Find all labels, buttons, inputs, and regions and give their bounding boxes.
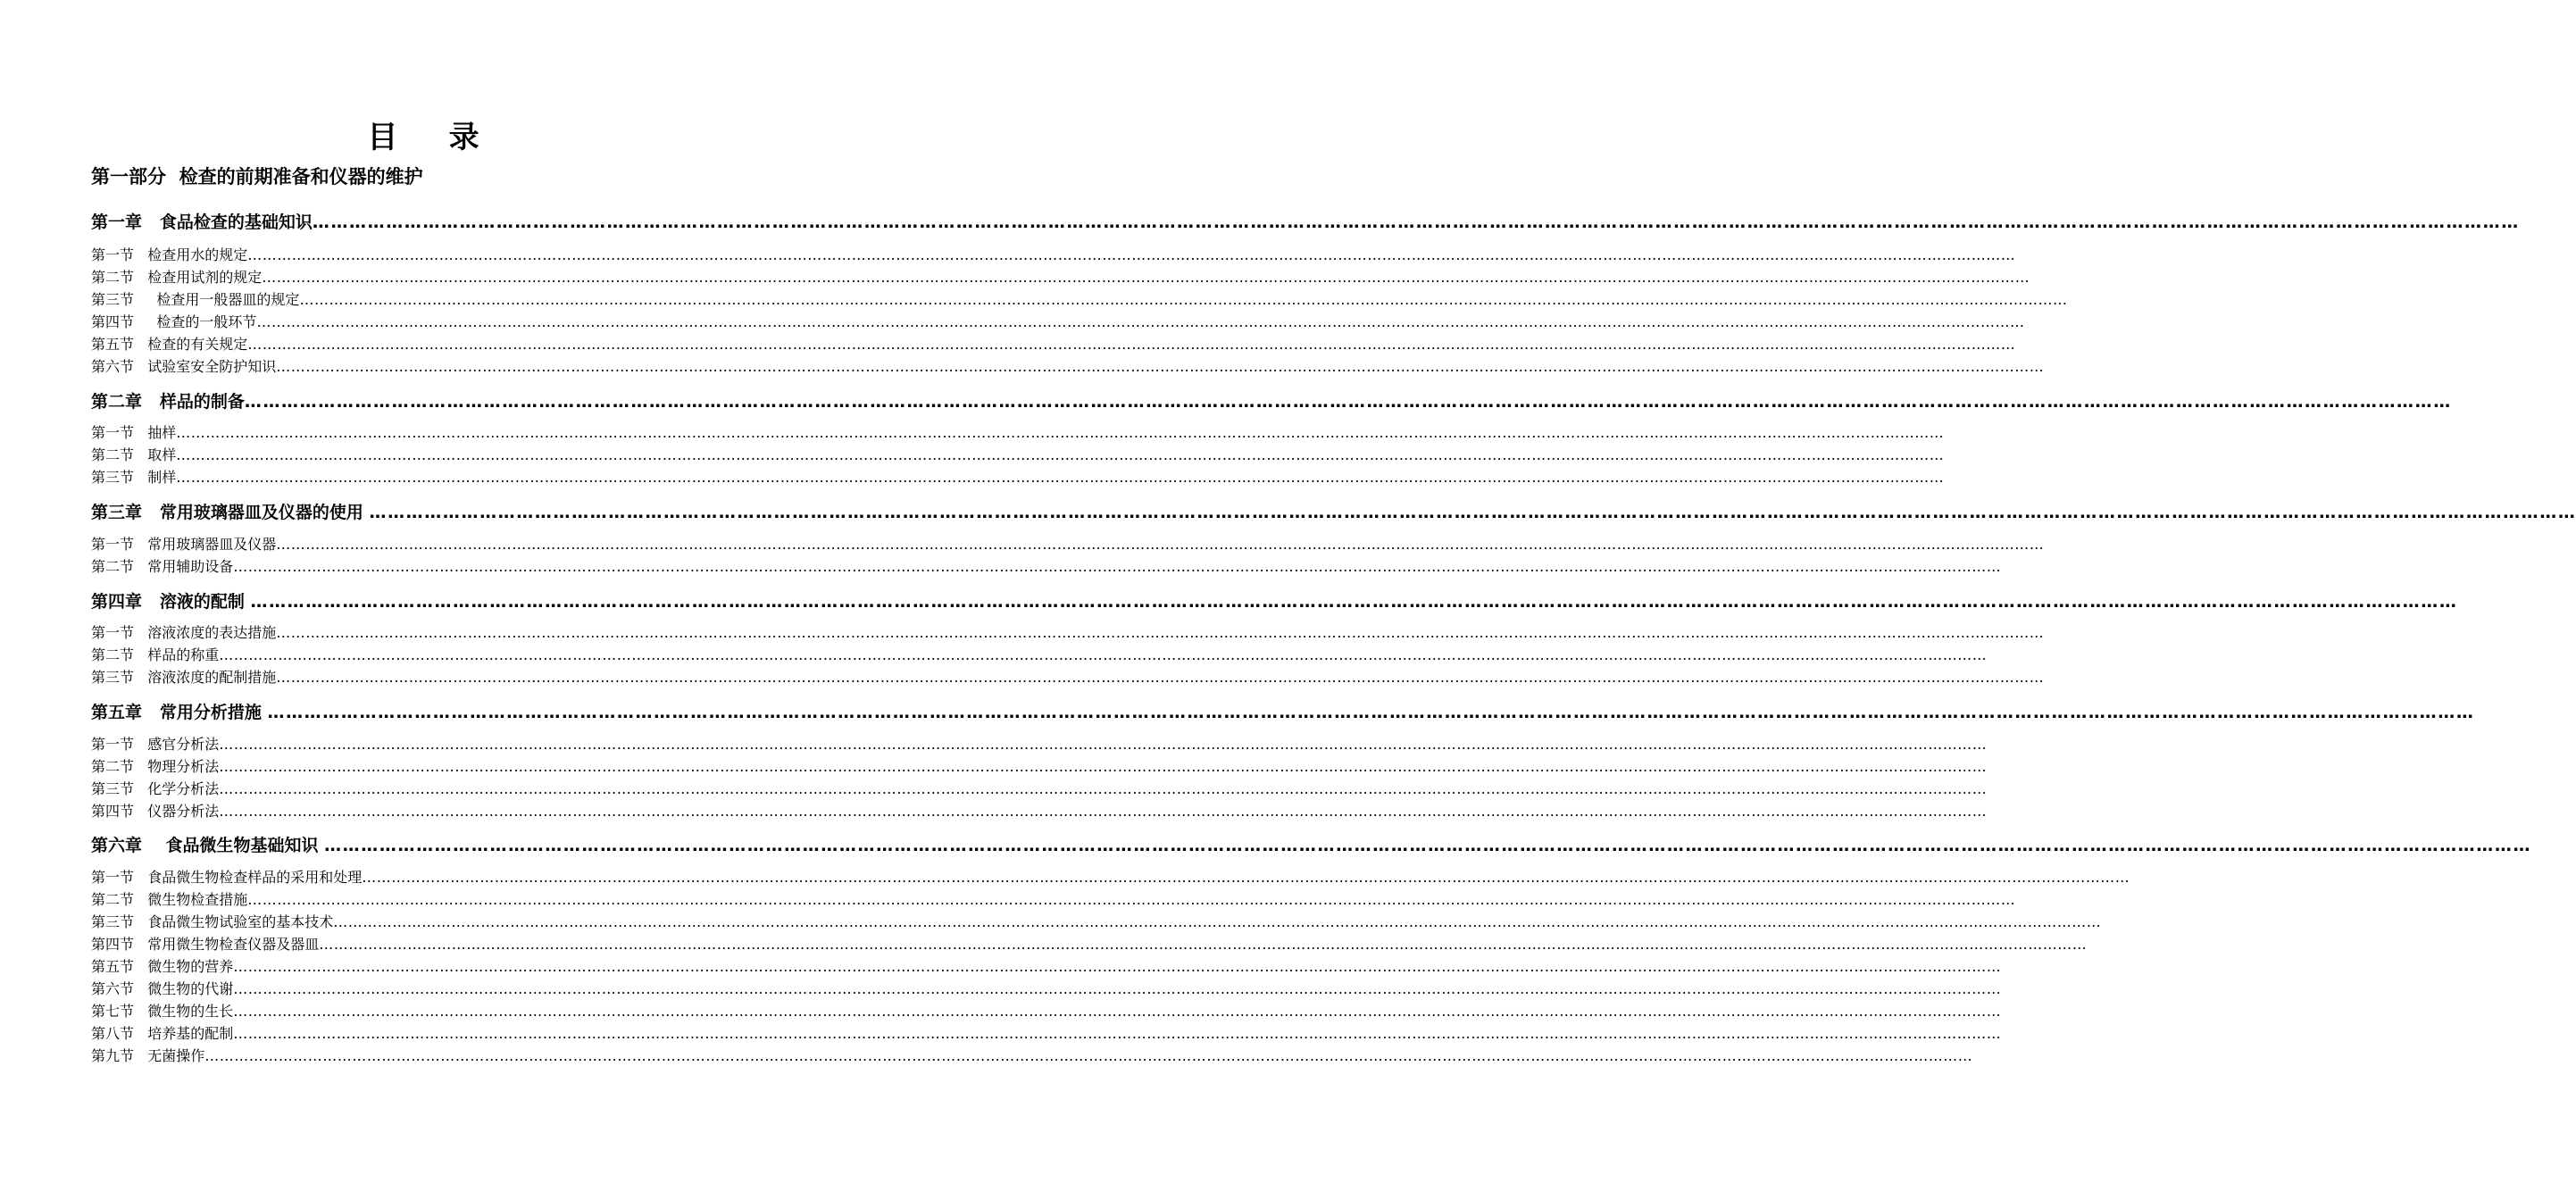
toc-section-entry: [91, 467, 1945, 488]
toc-entry-label: 第七节 微生物的生长: [91, 1003, 234, 1020]
toc-section-entry: [91, 267, 2030, 288]
toc-section-entry: [91, 934, 2088, 955]
toc-entry-label: 第三章 常用玻璃器皿及仪器的使用: [91, 503, 370, 522]
toc-entry-label: 第六章 食品微生物基础知识: [91, 836, 325, 855]
dot-leader: ………………………………………………………………………………………………………………………………………………………………………………………………………………………………………………………………………………………………………………………………: [176, 424, 1945, 441]
toc-entry-label: 第三节 化学分析法: [91, 780, 220, 797]
toc-entry-label: 第三节 食品微生物试验室的基本技术: [91, 913, 334, 930]
toc-section-entry: [91, 289, 2068, 311]
toc-chapter-entry: [91, 700, 2475, 725]
toc-section-entry: [91, 534, 2045, 555]
toc-entry-label: 第二节 取样: [91, 446, 177, 463]
toc-section-entry: [91, 867, 2130, 888]
dot-leader: ………………………………………………………………………………………………………………………………………………………………………………………………………………………………………………………………………………………………………………………………: [319, 936, 2088, 953]
dot-leader: ………………………………………………………………………………………………………………………………………………………………………………………………………………………………………………………………………………………………………………………………: [233, 980, 2002, 997]
toc-entry-label: 第一节 食品微生物检查样品的采用和处理: [91, 869, 363, 886]
dot-leader: ………………………………………………………………………………………………………………………………………………………………………………………………………………………………………………………………………………………………………………………………: [219, 736, 1988, 753]
toc-entry-label: 第六节 试验室安全防护知识: [91, 358, 277, 375]
toc-section-entry: [91, 889, 2016, 911]
dot-leader: ………………………………………………………………………………………………………………………………………………………………………………………………………………………………………………………………………………………………………………………………: [219, 803, 1988, 820]
dot-leader: ………………………………………………………………………………………………………………………………………………………………………………………………………………………………………………………………………………………………………………………………: [176, 469, 1945, 486]
dot-leader: ………………………………………………………………………………………………………………………………………………………………………………………………………………………………………………………………………………………………………………………………: [233, 958, 2002, 975]
toc-section-entry: [91, 312, 2025, 333]
toc-section-entry: [91, 1023, 2002, 1045]
toc-section-entry: [91, 245, 2016, 266]
toc-entry-label: 第一章 食品检查的基础知识: [91, 212, 313, 232]
dot-leader: ………………………………………………………………………………………………………………………………………………………………………………………………………………………………………………………………………………………………………………………………: [333, 913, 2102, 930]
dot-leader: ………………………………………………………………………………………………………………………………………………………………………………………………………………………………………………………………………………………………………………………………: [219, 780, 1988, 797]
toc-entry-label: 第二章 样品的制备: [91, 392, 245, 412]
toc-section-entry: [91, 356, 2045, 378]
toc-chapter-entry: [91, 500, 2576, 525]
toc-entry-label: 第四节 检查的一般环节: [91, 313, 257, 330]
toc-entry-label: 第二节 检查用试剂的规定: [91, 269, 263, 286]
toc-entry-label: 第一节 常用玻璃器皿及仪器: [91, 536, 277, 553]
toc-chapter-entry: [91, 210, 2520, 235]
toc-section-entry: [91, 556, 2002, 578]
toc-entry-label: 第六节 微生物的代谢: [91, 980, 234, 997]
toc-section-entry: [91, 801, 1988, 822]
dot-leader: ………………………………………………………………………………………………………………………………………………………………………………………………………………………………………………………………………………………………………………………………: [362, 869, 2130, 886]
dot-leader: ………………………………………………………………………………………………………………………………………………………………………………………………………………………………………………………………………………………………………………………………: [276, 624, 2045, 641]
toc-entry-label: 第一节 感官分析法: [91, 736, 220, 753]
toc-chapter-entry: [91, 389, 2452, 414]
toc-section-entry: [91, 1001, 2002, 1022]
dot-leader: ………………………………………………………………………………………………………………………………………………………………………………………………………………………………………………………………………………………………………………………………: [256, 313, 2025, 330]
toc-section-entry: [91, 645, 1988, 666]
toc-entry-label: 第三节 检查用一般器皿的规定: [91, 291, 300, 308]
dot-leader: ………………………………………………………………………………………………………………………………………………………………………………………………………………………………………………………………………………………………………………………………: [276, 358, 2045, 375]
dot-leader: ………………………………………………………………………………………………………………………………………………………………………………………………………………………………………………………………………………………………………………………………: [250, 592, 2458, 612]
dot-leader: ………………………………………………………………………………………………………………………………………………………………………………………………………………………………………………………………………………………………………………………………: [276, 536, 2045, 553]
toc-entry-label: 第二节 常用辅助设备: [91, 558, 234, 575]
toc-section-entry: [91, 622, 2045, 644]
toc-entry-label: 第二节 物理分析法: [91, 758, 220, 775]
toc-section-entry: [91, 667, 2045, 688]
toc-section-entry: [91, 334, 2016, 355]
toc-entry-label: 第三节 制样: [91, 469, 177, 486]
dot-leader: ………………………………………………………………………………………………………………………………………………………………………………………………………………………………………………………………………………………………………………………………: [233, 558, 2002, 575]
toc-entry-label: 第五节 微生物的营养: [91, 958, 234, 975]
dot-leader: ………………………………………………………………………………………………………………………………………………………………………………………………………………………………………………………………………………………………………………………………: [219, 758, 1988, 775]
dot-leader: ………………………………………………………………………………………………………………………………………………………………………………………………………………………………………………………………………………………………………………………………: [247, 336, 2016, 353]
dot-leader: ………………………………………………………………………………………………………………………………………………………………………………………………………………………………………………………………………………………………………………………………: [233, 1025, 2002, 1042]
toc-entry-label: 第二节 微生物检查措施: [91, 891, 248, 908]
dot-leader: ………………………………………………………………………………………………………………………………………………………………………………………………………………………………………………………………………………………………………………………………: [204, 1047, 1973, 1064]
toc-section-entry: [91, 956, 2002, 978]
dot-leader: ………………………………………………………………………………………………………………………………………………………………………………………………………………………………………………………………………………………………………………………………: [247, 891, 2016, 908]
toc-chapter-entry: [91, 589, 2458, 614]
toc-section-entry: [91, 912, 2102, 933]
toc-section-entry: [91, 779, 1988, 800]
toc-entry-label: 第一节 检查用水的规定: [91, 246, 248, 263]
toc-section-entry: [91, 1046, 1973, 1067]
dot-leader: ………………………………………………………………………………………………………………………………………………………………………………………………………………………………………………………………………………………………………………………………: [312, 212, 2520, 232]
toc-entry-label: 第一节 溶液浓度的表达措施: [91, 624, 277, 641]
toc-entry-label: 第五章 常用分析措施: [91, 703, 268, 722]
toc-entry-label: 第一节 抽样: [91, 424, 177, 441]
toc-section-entry: [91, 422, 1945, 444]
dot-leader: ………………………………………………………………………………………………………………………………………………………………………………………………………………………………………………………………………………………………………………………………: [176, 446, 1945, 463]
toc-entry-label: 第四节 仪器分析法: [91, 803, 220, 820]
dot-leader: ………………………………………………………………………………………………………………………………………………………………………………………………………………………………………………………………………………………………………………………………: [324, 836, 2532, 855]
toc-section-entry: [91, 979, 2002, 1000]
toc-entry-label: 第二节 样品的称重: [91, 646, 220, 663]
dot-leader: ………………………………………………………………………………………………………………………………………………………………………………………………………………………………………………………………………………………………………………………………: [276, 669, 2045, 686]
toc-section-entry: [91, 756, 1988, 778]
dot-leader: ………………………………………………………………………………………………………………………………………………………………………………………………………………………………………………………………………………………………………………………………: [299, 291, 2068, 308]
dot-leader: ………………………………………………………………………………………………………………………………………………………………………………………………………………………………………………………………………………………………………………………………: [267, 703, 2475, 722]
toc-entry-label: 第八节 培养基的配制: [91, 1025, 234, 1042]
toc-entry-label: 第四节 常用微生物检查仪器及器皿: [91, 936, 320, 953]
dot-leader: ………………………………………………………………………………………………………………………………………………………………………………………………………………………………………………………………………………………………………………………………: [262, 269, 2030, 286]
dot-leader: ………………………………………………………………………………………………………………………………………………………………………………………………………………………………………………………………………………………………………………………………: [233, 1003, 2002, 1020]
toc-chapter-entry: [91, 833, 2532, 858]
dot-leader: ………………………………………………………………………………………………………………………………………………………………………………………………………………………………………………………………………………………………………………………………: [219, 646, 1988, 663]
toc-entry-label: 第五节 检查的有关规定: [91, 336, 248, 353]
toc-entry-label: 第四章 溶液的配制: [91, 592, 251, 612]
dot-leader: ………………………………………………………………………………………………………………………………………………………………………………………………………………………………………………………………………………………………………………………………: [369, 503, 2576, 522]
dot-leader: ………………………………………………………………………………………………………………………………………………………………………………………………………………………………………………………………………………………………………………………………: [244, 392, 2452, 412]
toc-section-entry: [91, 445, 1945, 466]
toc-section-entry: [91, 734, 1988, 755]
toc-entry-label: 第九节 无菌操作: [91, 1047, 205, 1064]
toc-entry-label: 第三节 溶液浓度的配制措施: [91, 669, 277, 686]
dot-leader: ………………………………………………………………………………………………………………………………………………………………………………………………………………………………………………………………………………………………………………………………: [247, 246, 2016, 263]
toc-title: 目 录: [367, 120, 481, 155]
part-heading: 第一部分 检查的前期准备和仪器的维护: [91, 166, 423, 188]
